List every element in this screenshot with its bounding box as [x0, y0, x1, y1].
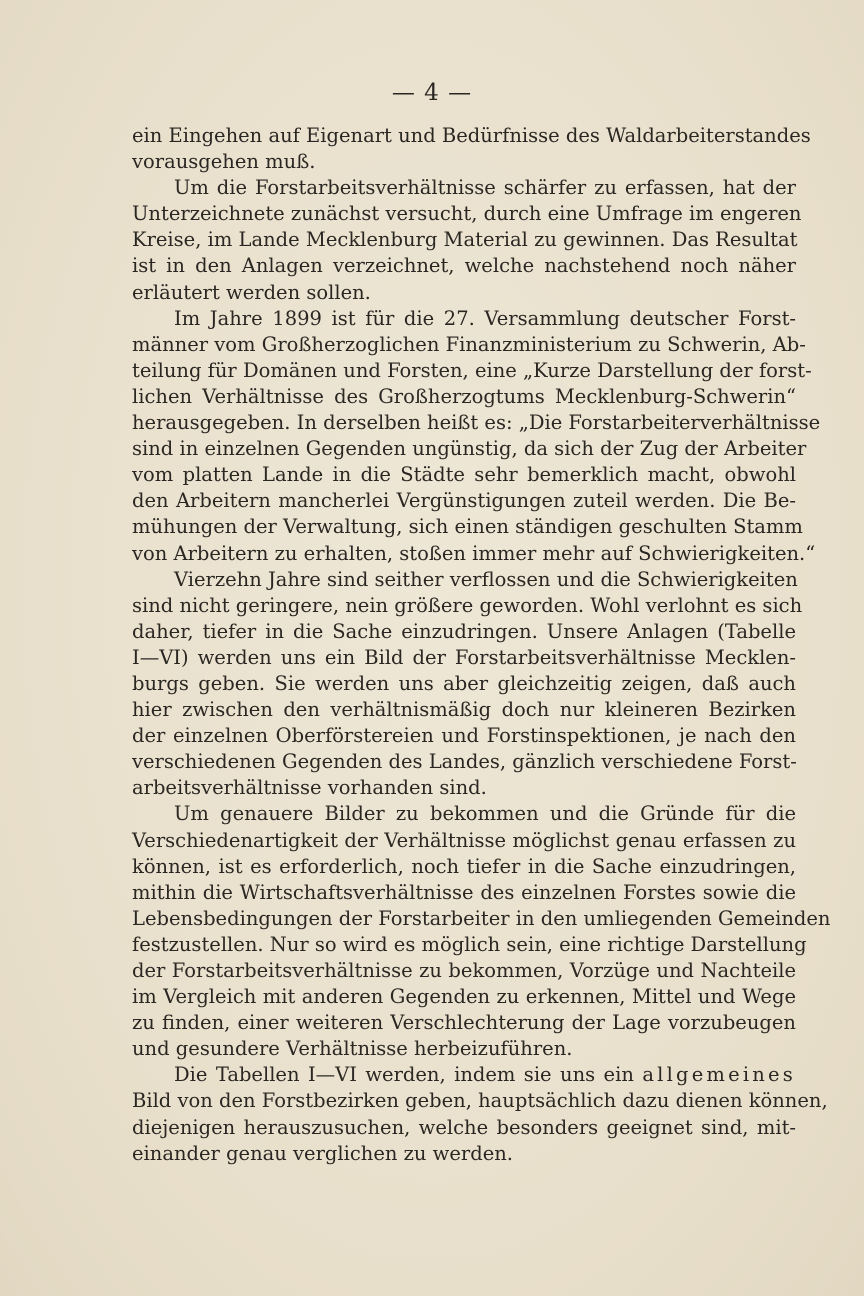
text-line: zu finden, einer weiteren Verschlechterung der Lage vorzubeugen [132, 1011, 796, 1035]
text-line: Verschiedenartigkeit der Verhältnisse möglichst genau erfassen zu [132, 828, 796, 852]
text-line: ein Eingehen auf Eigenart und Bedürfnisse des Waldarbeiterstandes [132, 124, 811, 147]
body-text [132, 123, 831, 1167]
text-line: einander genau verglichen zu werden. [132, 1141, 514, 1165]
text-line: vorausgehen muß. [132, 150, 316, 174]
text-line: vom platten Lande in die Städte sehr bemerklich macht, obwohl [132, 463, 796, 487]
text-line: hier zwischen den verhältnismäßig doch nur kleineren Bezirken [132, 698, 796, 722]
text-line: können, ist es erforderlich, noch tiefer in die Sache einzudringen, [132, 854, 796, 878]
text-line: der Forstarbeitsverhältnisse zu bekommen, Vorzüge und Nachteile [132, 959, 796, 982]
text-line: männer vom Großherzoglichen Finanzministerium zu Schwerin, Ab- [132, 332, 806, 356]
text-line: Kreise, im Lande Mecklenburg Material zu gewinnen. Das Resultat [132, 228, 798, 252]
text-line: teilung für Domänen und Forsten, eine „Kurze Darstellung der forst- [132, 358, 812, 382]
text-line: Um die Forstarbeitsverhältnisse schärfer zu erfassen, hat der [174, 176, 796, 200]
text-line: sind in einzelnen Gegenden ungünstig, da sich der Zug der Arbeiter [132, 437, 807, 461]
text-line: im Vergleich mit anderen Gegenden zu erkennen, Mittel und Wege [132, 985, 796, 1009]
text-line [132, 1062, 796, 1088]
text-line: I—VI) werden uns ein Bild der Forstarbeitsverhältnisse Mecklen- [132, 645, 796, 669]
page-number: — 4 — [391, 80, 473, 106]
text-line: ist in den Anlagen verzeichnet, welche nachstehend noch näher [132, 254, 796, 278]
text-line: der einzelnen Oberförstereien und Forstinspektionen, je nach den [132, 724, 796, 748]
text-line: und gesundere Verhältnisse herbeizuführen. [132, 1037, 573, 1061]
text-line: festzustellen. Nur so wird es möglich sein, eine richtige Darstellung [132, 932, 807, 956]
text-line: sind nicht geringere, nein größere geworden. Wohl verlohnt es sich [132, 593, 803, 617]
text-line: verschiedenen Gegenden des Landes, gänzlich verschiedene Forst- [132, 750, 797, 774]
text-line: Lebensbedingungen der Forstarbeiter in den umliegenden Gemeinden [132, 906, 831, 930]
spaced-emphasis: allgemeines [642, 1063, 797, 1087]
text-line: den Arbeitern mancherlei Vergünstigungen zuteil werden. Die Be- [132, 489, 796, 513]
text-line: mühungen der Verwaltung, sich einen ständigen geschulten Stamm [132, 515, 803, 539]
text-line: von Arbeitern zu erhalten, stoßen immer mehr auf Schwierigkeiten.“ [132, 541, 816, 565]
text-line-main: Die Tabellen I—VI werden, indem sie uns ein [174, 1063, 634, 1087]
text-line: Im Jahre 1899 ist für die 27. Versammlung deutscher Forst- [174, 306, 796, 330]
text-line: arbeitsverhältnisse vorhanden sind. [132, 776, 487, 800]
text-line: Unterzeichnete zunächst versucht, durch eine Umfrage im engeren [132, 202, 802, 226]
text-line: diejenigen herauszusuchen, welche besonders geeignet sind, mit- [132, 1115, 796, 1139]
text-line: Um genauere Bilder zu bekommen und die Gründe für die [174, 802, 796, 826]
text-line: Bild von den Forstbezirken geben, hauptsächlich dazu dienen können, [132, 1089, 828, 1113]
text-line: Vierzehn Jahre sind seither verflossen und die Schwierigkeiten [174, 567, 798, 591]
text-line: daher, tiefer in die Sache einzudringen. Unsere Anlagen (Tabelle [132, 619, 796, 643]
text-line: burgs geben. Sie werden uns aber gleichzeitig zeigen, daß auch [132, 671, 796, 695]
text-line: lichen Verhältnisse des Großherzogtums Mecklenburg-Schwerin“ [132, 384, 796, 408]
text-line: erläutert werden sollen. [132, 280, 371, 304]
text-line: herausgegeben. In derselben heißt es: „Die Forstarbeiterverhältnisse [132, 411, 821, 435]
text-line: mithin die Wirtschaftsverhältnisse des einzelnen Forstes sowie die [132, 880, 796, 904]
